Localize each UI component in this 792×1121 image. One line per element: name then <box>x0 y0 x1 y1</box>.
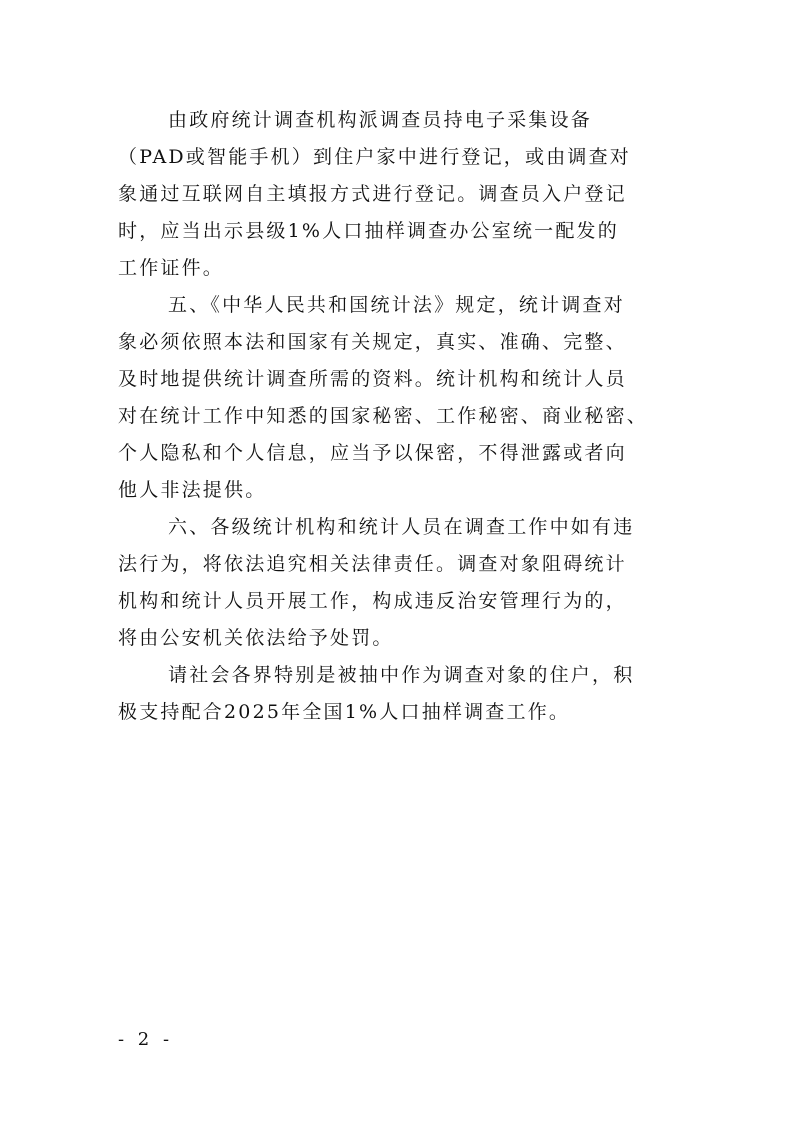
paragraph-1-line-5: 工作证件。 <box>118 257 225 279</box>
paragraph-3-line-4: 将由公安机关依法给予处罚。 <box>118 627 394 649</box>
paragraph-3-line-3: 机构和统计人员开展工作，构成违反治安管理行为的， <box>118 590 627 612</box>
paragraph-1-line-3: 象通过互联网自主填报方式进行登记。调查员入户登记 <box>118 183 627 205</box>
page-number: - 2 - <box>118 1029 174 1050</box>
paragraph-2-line-3: 及时地提供统计调查所需的资料。统计机构和统计人员 <box>118 368 627 390</box>
paragraph-2-line-6: 他人非法提供。 <box>118 479 267 501</box>
paragraph-4-line-2: 极支持配合2025年全国1%人口抽样调查工作。 <box>118 701 571 723</box>
paragraph-3-line-2: 法行为，将依法追究相关法律责任。调查对象阻碍统计 <box>118 553 627 575</box>
paragraph-4-line-1: 请社会各界特别是被抽中作为调查对象的住户，积 <box>168 664 635 686</box>
paragraph-1-line-1: 由政府统计调查机构派调查员持电子采集设备 <box>168 109 593 131</box>
paragraph-1-line-4: 时，应当出示县级1%人口抽样调查办公室统一配发的 <box>118 220 619 242</box>
paragraph-2-line-2: 象必须依照本法和国家有关规定，真实、准确、完整、 <box>118 331 627 353</box>
paragraph-2-line-4: 对在统计工作中知悉的国家秘密、工作秘密、商业秘密、 <box>118 405 649 427</box>
paragraph-1-line-2: （PAD或智能手机）到住户家中进行登记，或由调查对 <box>118 146 631 168</box>
paragraph-3-line-1: 六、各级统计机构和统计人员在调查工作中如有违 <box>168 516 635 538</box>
paragraph-2-line-5: 个人隐私和个人信息，应当予以保密，不得泄露或者向 <box>118 442 627 464</box>
paragraph-2-line-1: 五、《中华人民共和国统计法》规定，统计调查对 <box>168 294 625 316</box>
